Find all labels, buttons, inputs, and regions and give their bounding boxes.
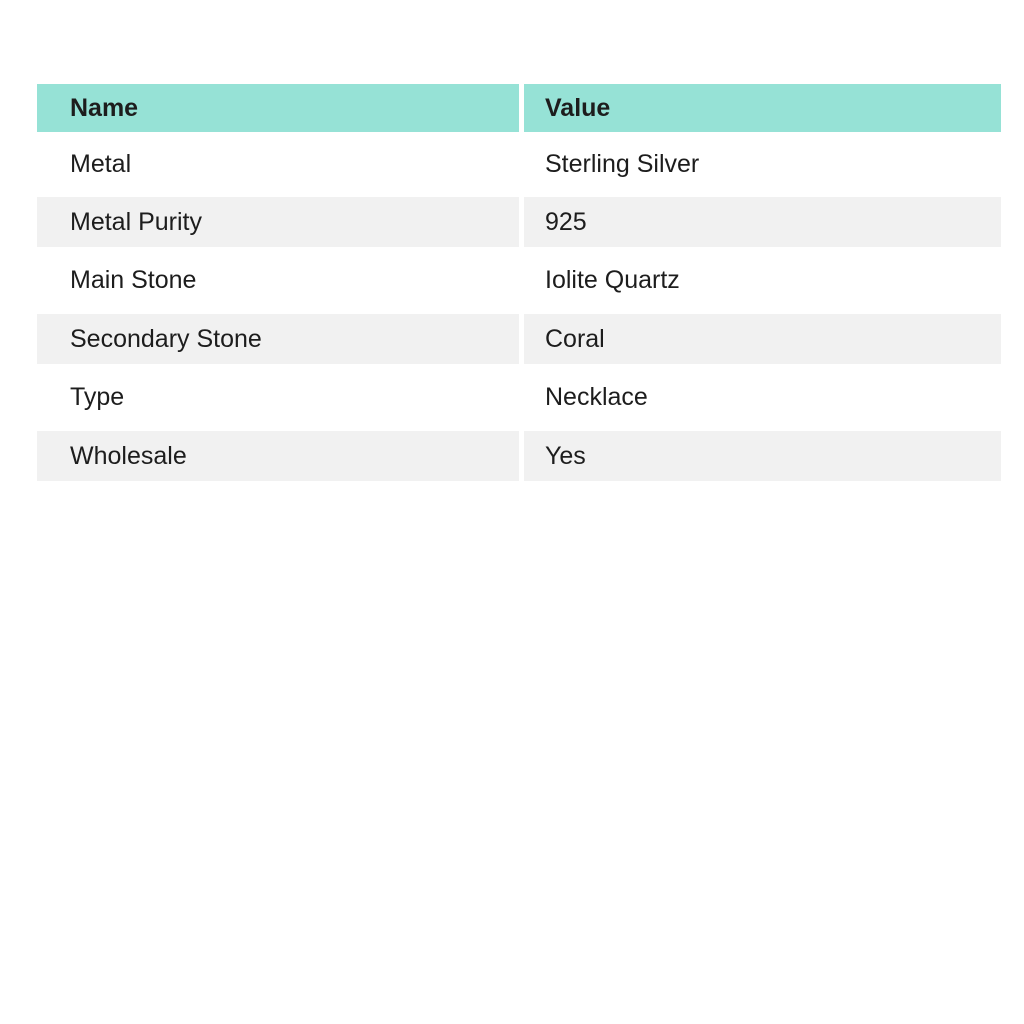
- table-row: [37, 431, 1001, 481]
- column-header-name-label: Name: [70, 93, 139, 122]
- attribute-name: Main Stone: [70, 266, 197, 294]
- column-header-value: [524, 84, 1001, 132]
- attribute-value: 925: [545, 207, 587, 236]
- attribute-name: Metal Purity: [70, 207, 202, 236]
- attribute-value-cell: [524, 364, 1001, 431]
- attribute-value: Necklace: [545, 383, 648, 411]
- attribute-name-cell: [37, 247, 519, 314]
- table-row: [37, 132, 1001, 197]
- table-row: [37, 314, 1001, 364]
- column-header-name: [37, 84, 519, 132]
- attribute-name: Metal: [70, 150, 132, 178]
- column-header-value-label: Value: [545, 93, 611, 122]
- attribute-value: Coral: [545, 324, 605, 353]
- attribute-value: Sterling Silver: [545, 150, 700, 178]
- attribute-name: Type: [70, 383, 125, 411]
- attributes-table: [37, 84, 1001, 481]
- table-header-row: [37, 84, 1001, 132]
- attribute-value-cell: [524, 132, 1001, 197]
- table-row: [37, 247, 1001, 314]
- attribute-name: Secondary Stone: [70, 324, 262, 353]
- attribute-value: Iolite Quartz: [545, 266, 680, 294]
- attribute-name: Wholesale: [70, 441, 187, 470]
- attribute-name-cell: [37, 364, 519, 431]
- attribute-name-cell: [37, 132, 519, 197]
- attribute-name-cell: [37, 197, 519, 247]
- attribute-value-cell: [524, 314, 1001, 364]
- attribute-value-cell: [524, 197, 1001, 247]
- table-row: [37, 197, 1001, 247]
- attribute-value-cell: [524, 247, 1001, 314]
- attribute-value-cell: [524, 431, 1001, 481]
- attribute-value: Yes: [545, 441, 586, 470]
- attribute-name-cell: [37, 431, 519, 481]
- table-row: [37, 364, 1001, 431]
- attribute-name-cell: [37, 314, 519, 364]
